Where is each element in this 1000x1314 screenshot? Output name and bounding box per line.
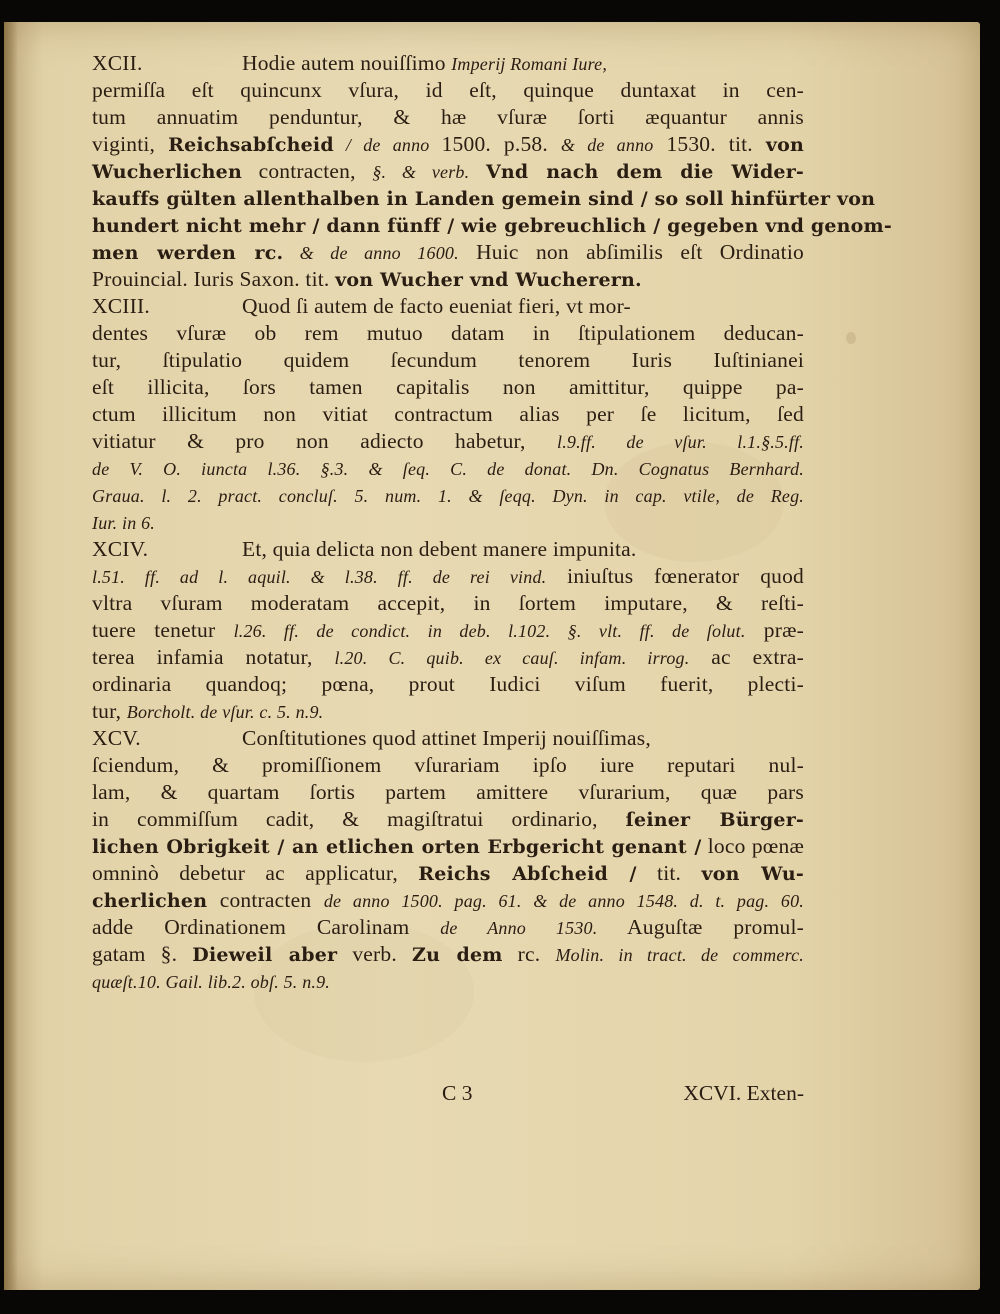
blackletter-text: Reichsabſcheid [168, 134, 334, 156]
text-line [92, 482, 804, 509]
citation-text: & de anno [560, 135, 654, 155]
latin-text: 1530. tit. [653, 132, 766, 156]
text-line [92, 131, 804, 158]
text-line [92, 617, 804, 644]
paragraph-number: XCII. [92, 51, 143, 75]
paragraph [92, 293, 804, 536]
text-line [92, 968, 804, 995]
text-line [92, 590, 804, 617]
blackletter-text: lichen Obrigkeit / an etlichen orten Erbgericht genant / [92, 836, 702, 858]
page-binding-edge [4, 22, 18, 1290]
citation-text: Iur. in 6. [92, 513, 156, 533]
latin-text: tuere tenetur [92, 618, 234, 642]
citation-text: de Anno 1530. [440, 918, 598, 938]
latin-text: vltra vſuram moderatam accepit, in ſortem imputare, & reſti- [92, 591, 804, 615]
citation-text: Graua. l. 2. pract. concluſ. 5. num. 1. & ſeqq. Dyn. in cap. vtile, de Reg. [92, 486, 804, 506]
blackletter-text: Zu dem [412, 944, 503, 966]
blackletter-text: von Wu- [701, 863, 805, 885]
citation-text: Borcholt. de vſur. c. 5. n.9. [126, 702, 324, 722]
latin-text: contracten, [241, 159, 373, 183]
latin-text: tum annuatim penduntur, & hæ vſuræ ſorti æquantur annis [92, 105, 804, 129]
text-line [92, 50, 804, 77]
latin-text: gatam §. [92, 942, 193, 966]
citation-text: l.9.ff. de vſur. l.1.§.5.ff. [557, 432, 804, 452]
latin-text: Auguſtæ promul- [597, 915, 805, 939]
paragraph [92, 536, 804, 725]
latin-text: tur, [92, 699, 127, 723]
paragraph [92, 725, 804, 995]
latin-text: omninò debetur ac applicatur, [92, 861, 419, 885]
text-line [92, 158, 804, 185]
text-line [92, 374, 804, 401]
text-line [92, 563, 804, 590]
latin-text: eſt illicita, ſors tamen capitalis non amittitur, quippe pa- [92, 375, 804, 399]
citation-text: §. & verb. [372, 162, 470, 182]
latin-text: dentes vſuræ ob rem mutuo datam in ſtipulationem deducan- [92, 321, 804, 345]
text-line [92, 347, 804, 374]
text-line [92, 752, 804, 779]
citation-text: l.20. C. quib. ex cauſ. infam. irrog. [334, 648, 690, 668]
citation-text: l.51. ff. ad l. aquil. & l.38. ff. de rei vind. [92, 567, 547, 587]
text-line [92, 185, 876, 212]
text-line [92, 320, 804, 347]
latin-text: terea infamia notatur, [92, 645, 335, 669]
blackletter-text: men werden rc. [92, 242, 284, 264]
latin-text: tur, ſtipulatio quidem ſecundum tenorem Iuris Iuſtinianei [92, 348, 804, 372]
blackletter-text: Wucherlichen [92, 161, 242, 183]
blackletter-text: von Wucher vnd Wucherern. [335, 269, 642, 291]
citation-text: Imperij Romani Iure, [451, 54, 608, 74]
signature-mark: C 3 [442, 1081, 473, 1105]
blackletter-text: Dieweil aber [192, 944, 338, 966]
blackletter-text: Vnd nach dem die Wider- [485, 161, 805, 183]
citation-text: quæſt.10. Gail. lib.2. obſ. 5. n.9. [92, 972, 331, 992]
catchword: XCVI. Exten- [683, 1081, 804, 1105]
latin-text: loco pœnæ [701, 834, 805, 858]
latin-text: ſciendum, & promiſſionem vſurariam ipſo iure reputari nul- [92, 753, 804, 777]
latin-text: ac extra- [689, 645, 804, 669]
blackletter-text: ſeiner Bürger- [625, 809, 804, 831]
latin-text: contracten [207, 888, 324, 912]
latin-text: tit. [636, 861, 702, 885]
latin-text: ordinaria quandoq; pœna, prout Iudici viſum fuerit, plecti- [92, 672, 804, 696]
text-line [92, 536, 804, 563]
text-line [92, 941, 804, 968]
latin-text: Et, quia delicta non debent manere impunita. [242, 537, 637, 561]
citation-text: l.26. ff. de condict. in deb. l.102. §. vlt. ff. de ſolut. [233, 621, 746, 641]
latin-text: viginti, [92, 132, 169, 156]
text-line [92, 239, 804, 266]
paragraph-number: XCV. [92, 726, 141, 750]
latin-text: Huic non abſimilis eſt Ordinatio [458, 240, 804, 264]
text-line [92, 77, 804, 104]
text-line [92, 779, 804, 806]
body-text [92, 50, 892, 995]
text-line [92, 887, 804, 914]
text-line [92, 212, 892, 239]
blackletter-text: cherlichen [92, 890, 208, 912]
citation-text: de V. O. iuncta l.36. §.3. & ſeq. C. de donat. Dn. Cognatus Bernhard. [92, 459, 804, 479]
paragraph-number: XCIII. [92, 294, 150, 318]
text-line [92, 428, 804, 455]
citation-text: / de anno [333, 135, 442, 155]
citation-text: de anno 1500. pag. 61. & de anno 1548. d. t. pag. 60. [323, 891, 804, 911]
blackletter-text: hundert nicht mehr / dann fünff / wie gebreuchlich / gegeben vnd genom- [92, 215, 892, 237]
latin-text: in commiſſum cadit, & magiſtratui ordinario, [92, 807, 626, 831]
text-line [92, 644, 804, 671]
text-line [92, 833, 804, 860]
blackletter-text: von [765, 134, 804, 156]
citation-text: Molin. in tract. de commerc. [555, 945, 804, 965]
paragraph [92, 50, 892, 293]
paragraph-number: XCIV. [92, 537, 149, 561]
text-line [92, 914, 804, 941]
latin-text: Quod ſi autem de facto eueniat fieri, vt mor- [242, 294, 631, 318]
text-line [92, 401, 804, 428]
latin-text: adde Ordinationem Carolinam [92, 915, 441, 939]
latin-text: 1500. p.58. [441, 132, 561, 156]
text-line [92, 266, 804, 293]
latin-text: Conſtitutiones quod attinet Imperij nouiſſimas, [242, 726, 651, 750]
text-line [92, 293, 804, 320]
text-line [92, 671, 804, 698]
blackletter-text: Reichs Abſcheid / [418, 863, 637, 885]
text-line [92, 698, 804, 725]
latin-text: Hodie autem nouiſſimo [242, 51, 452, 75]
latin-text: permiſſa eſt quincunx vſura, id eſt, quinque duntaxat in cen- [92, 78, 804, 102]
latin-text: vitiatur & pro non adiecto habetur, [92, 429, 557, 453]
page-footer [92, 1078, 804, 1108]
ink-spot [846, 332, 856, 344]
text-line [92, 509, 804, 536]
text-line [92, 725, 804, 752]
text-line [92, 860, 804, 887]
text-line [92, 455, 804, 482]
latin-text: verb. [337, 942, 413, 966]
latin-text: iniuſtus fœnerator quod [546, 564, 805, 588]
citation-text: & de anno 1600. [283, 243, 459, 263]
latin-text: præ- [745, 618, 804, 642]
blackletter-text: kauffs gülten allenthalben in Landen gemein sind / so soll hinfürter von [92, 188, 876, 210]
text-line [92, 104, 804, 131]
latin-text: rc. [502, 942, 556, 966]
latin-text [469, 159, 486, 183]
latin-text: Prouincial. Iuris Saxon. tit. [92, 267, 336, 291]
latin-text: ctum illicitum non vitiat contractum alias per ſe licitum, ſed [92, 402, 804, 426]
latin-text: lam, & quartam ſortis partem amittere vſurarium, quæ pars [92, 780, 804, 804]
text-line [92, 806, 804, 833]
